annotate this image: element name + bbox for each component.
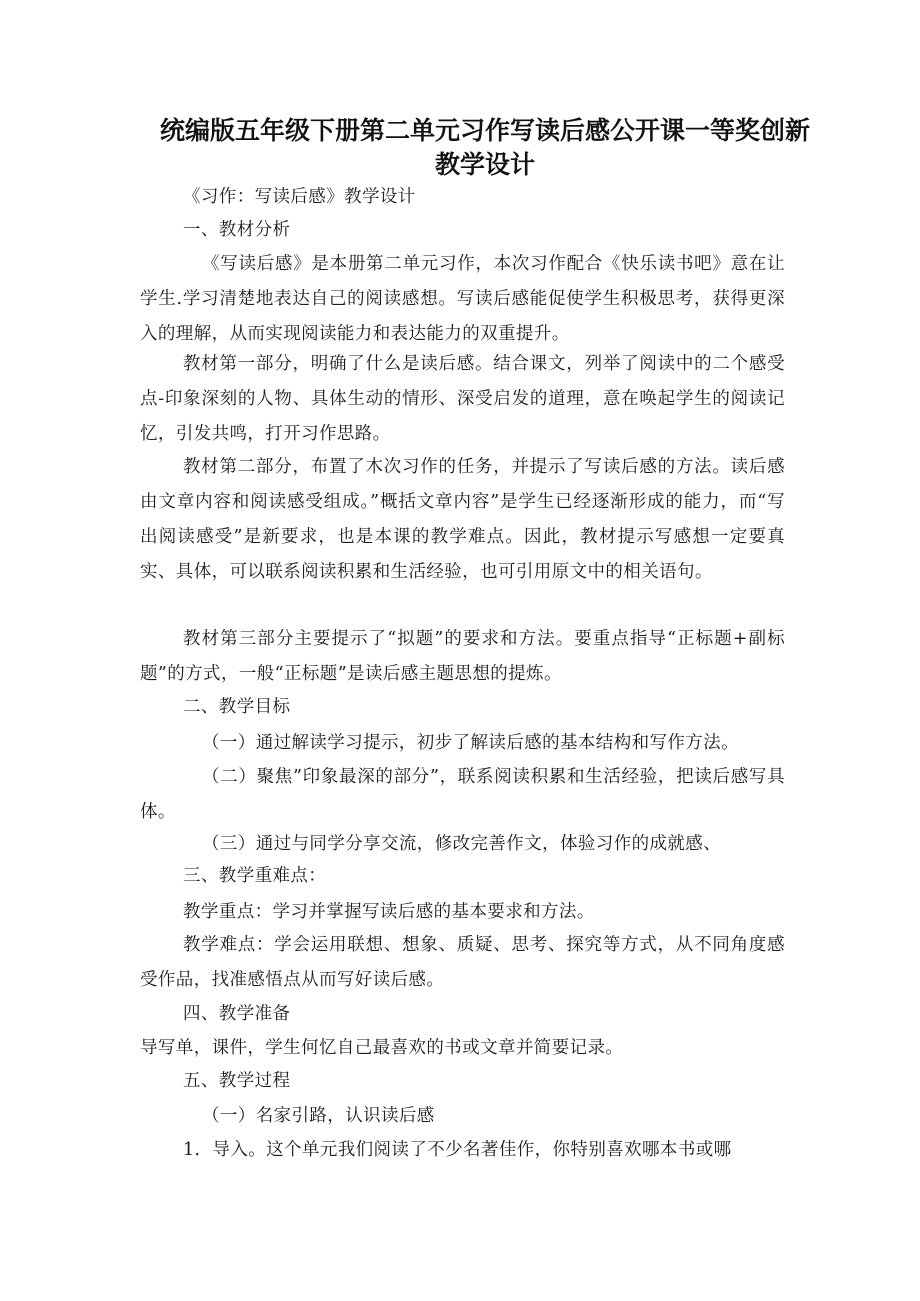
section-heading-process: 五、教学过程 [183, 1071, 291, 1091]
key-point-text: 教学重点：学习并掌握写读后感的基本要求和方法。 [183, 902, 595, 922]
paragraph-intro: 《写读后感》是本册第二单元习作，本次习作配合《快乐读书吧》意在让学生.学习清楚地表达自己的阅读感想。写读后感能促使学生积极思考，获得更深入的理解，从而实现阅读能力和表达能力的双重提升。 [140, 254, 785, 344]
goal-item-3: （三）通过与同学分享交流，修改完善作文，体验习作的成就感、 [202, 834, 722, 854]
document-subtitle: 《习作：写读后感》教学设计 [183, 187, 416, 207]
paragraph-part-three: 教材第三部分主要提示了“拟题”的要求和方法。要重点指导“正标题+副标题”的方式，一般“正标题”是读后感主题思想的提炼。 [140, 629, 785, 684]
preparation-text: 导写单，课件，学生何忆自己最喜欢的书或文章并简要记录。 [140, 1038, 624, 1058]
difficulty-text: 教学难点：学会运用联想、想象、质疑、思考、探究等方式，从不同角度感受作品，找准感悟点从而写好读后感。 [140, 935, 785, 990]
document-title: 统编版五年级下册第二单元习作写读后感公开课一等奖创新教学设计 [159, 116, 810, 179]
process-step-text: 1．导入。这个单元我们阅读了不少名著佳作，你特别喜欢哪本书或哪 [183, 1140, 732, 1160]
section-heading-preparation: 四、教学准备 [183, 1004, 291, 1024]
section-heading-analysis: 一、教材分析 [183, 220, 291, 240]
paragraph-part-two: 教材第二部分，布置了木次习作的任务，并提示了写读后感的方法。读后感由文章内容和阅读感受组成。”概括文章内容”是学生已经逐渐形成的能力，而“写出阅读感受”是新要求，也是本课的教学难点。因此，教材提示写感想一定要真实、具体，可以联系阅读积累和生活经验，也可引用原文中的相关语句。 [140, 457, 785, 582]
goal-item-1: （一）通过解读学习提示，初步了解读后感的基本结构和写作方法。 [202, 733, 739, 753]
process-step-heading: （一）名家引路，认识读后感 [202, 1106, 435, 1126]
paragraph-part-one: 教材第一部分，明确了什么是读后感。结合课文，列举了阅读中的二个感受点-印象深刻的人物、具体生动的情形、深受启发的道理，意在唤起学生的阅读记忆，引发共鸣，打开习作思路。 [140, 354, 785, 444]
goal-item-2: （二）聚焦”印象最深的部分”，联系阅读积累和生活经验，把读后感写具体。 [140, 767, 785, 822]
section-heading-goals: 二、教学目标 [183, 697, 291, 717]
section-heading-key-points: 三、教学重难点： [183, 866, 327, 886]
